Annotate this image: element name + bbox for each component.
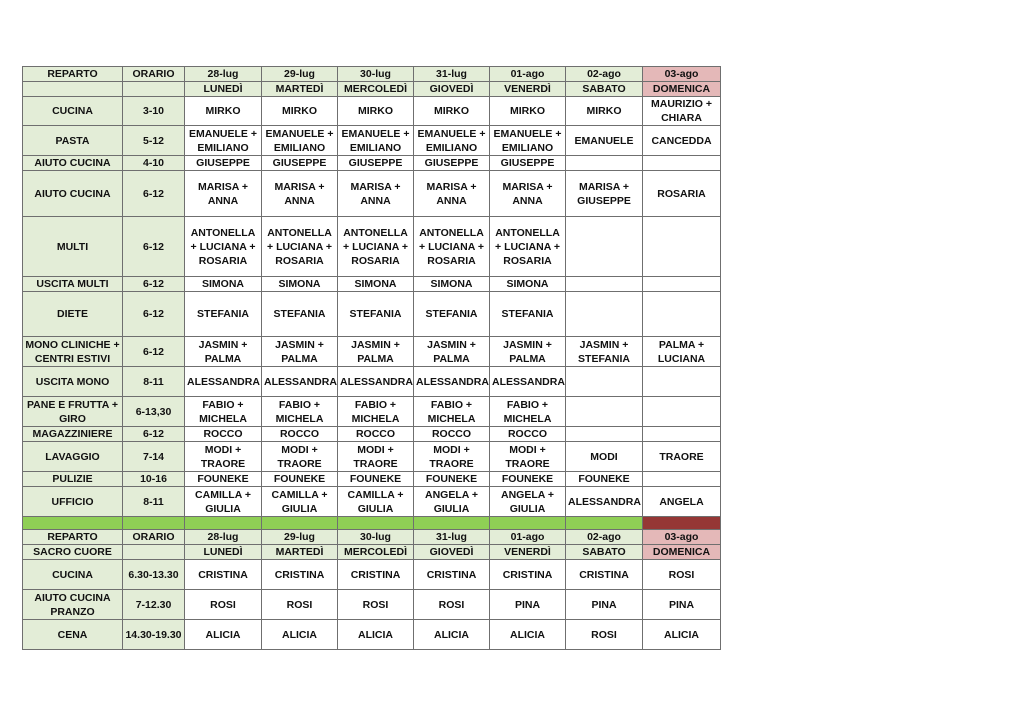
staff-cell: FOUNEKE [414, 472, 490, 487]
hours-cell: 7-14 [123, 442, 185, 472]
staff-cell: FOUNEKE [338, 472, 414, 487]
hours-cell: 6-12 [123, 277, 185, 292]
hours-cell: 7-12.30 [123, 590, 185, 620]
staff-cell: GIUSEPPE [414, 156, 490, 171]
table-row [23, 367, 721, 397]
header-cell: DOMENICA [643, 82, 721, 97]
staff-cell: CRISTINA [414, 560, 490, 590]
hours-cell: 6-12 [123, 337, 185, 367]
staff-cell: FOUNEKE [185, 472, 262, 487]
staff-cell: ROSI [414, 590, 490, 620]
staff-cell: PINA [643, 590, 721, 620]
header-cell: 01-ago [490, 67, 566, 82]
header-cell: 03-ago [643, 530, 721, 545]
hours-cell: 6-12 [123, 171, 185, 217]
staff-cell: ROCCO [414, 427, 490, 442]
hours-cell: 6-12 [123, 292, 185, 337]
separator-cell [185, 517, 262, 530]
header-cell: LUNEDÌ [185, 82, 262, 97]
staff-cell [566, 427, 643, 442]
staff-cell: MODI + TRAORE [338, 442, 414, 472]
hours-cell: 8-11 [123, 487, 185, 517]
staff-cell: MAURIZIO + CHIARA [643, 97, 721, 126]
separator-cell [490, 517, 566, 530]
staff-cell: ANGELA + GIULIA [490, 487, 566, 517]
header-row-dates [23, 67, 721, 82]
staff-cell [643, 367, 721, 397]
header-cell: MARTEDÌ [262, 82, 338, 97]
header-cell: DOMENICA [643, 545, 721, 560]
hours-cell: 4-10 [123, 156, 185, 171]
staff-cell: EMANUELE + EMILIANO [262, 126, 338, 156]
staff-cell: CRISTINA [338, 560, 414, 590]
department-cell: CUCINA [23, 97, 123, 126]
header-cell: 28-lug [185, 530, 262, 545]
staff-cell: EMANUELE [566, 126, 643, 156]
staff-cell [643, 292, 721, 337]
staff-cell: ROSI [262, 590, 338, 620]
staff-cell: GIUSEPPE [490, 156, 566, 171]
staff-cell: TRAORE [643, 442, 721, 472]
staff-cell: MARISA + GIUSEPPE [566, 171, 643, 217]
staff-cell: ANTONELLA + LUCIANA + ROSARIA [490, 217, 566, 277]
staff-cell: ANTONELLA + LUCIANA + ROSARIA [185, 217, 262, 277]
staff-cell: ANTONELLA + LUCIANA + ROSARIA [414, 217, 490, 277]
table-row [23, 620, 721, 650]
separator-cell [23, 517, 123, 530]
staff-cell: CRISTINA [490, 560, 566, 590]
header-cell: ORARIO [123, 67, 185, 82]
hours-cell: 6.30-13.30 [123, 560, 185, 590]
department-cell: MAGAZZINIERE [23, 427, 123, 442]
header-cell [123, 82, 185, 97]
staff-cell [643, 472, 721, 487]
staff-cell [643, 217, 721, 277]
staff-cell: ANGELA + GIULIA [414, 487, 490, 517]
table-row [23, 171, 721, 217]
staff-cell: MARISA + ANNA [262, 171, 338, 217]
header-cell: 30-lug [338, 530, 414, 545]
department-cell: LAVAGGIO [23, 442, 123, 472]
staff-cell: ANTONELLA + LUCIANA + ROSARIA [338, 217, 414, 277]
table-row [23, 590, 721, 620]
separator-cell [643, 517, 721, 530]
table-row [23, 397, 721, 427]
staff-cell [566, 217, 643, 277]
staff-cell: ROSI [643, 560, 721, 590]
table-row [23, 156, 721, 171]
staff-cell: ALESSANDRA [414, 367, 490, 397]
staff-cell: JASMIN + STEFANIA [566, 337, 643, 367]
header-cell: 02-ago [566, 67, 643, 82]
staff-cell: ALICIA [490, 620, 566, 650]
header-cell: 01-ago [490, 530, 566, 545]
header-cell: MERCOLEDÌ [338, 545, 414, 560]
separator-cell [262, 517, 338, 530]
header-cell: LUNEDÌ [185, 545, 262, 560]
header-row-days [23, 545, 721, 560]
staff-cell: ALESSANDRA [490, 367, 566, 397]
staff-cell: CAMILLA + GIULIA [185, 487, 262, 517]
staff-cell: MIRKO [566, 97, 643, 126]
hours-cell: 6-12 [123, 427, 185, 442]
table-row [23, 337, 721, 367]
staff-cell: ALESSANDRA [262, 367, 338, 397]
staff-cell: ROSI [566, 620, 643, 650]
separator-cell [338, 517, 414, 530]
header-cell: MERCOLEDÌ [338, 82, 414, 97]
staff-cell: CAMILLA + GIULIA [262, 487, 338, 517]
separator-cell [123, 517, 185, 530]
header-cell: 29-lug [262, 67, 338, 82]
header-cell: 03-ago [643, 67, 721, 82]
staff-cell: STEFANIA [262, 292, 338, 337]
table-row [23, 292, 721, 337]
separator-cell [414, 517, 490, 530]
department-cell: AIUTO CUCINA [23, 156, 123, 171]
staff-cell: STEFANIA [414, 292, 490, 337]
staff-cell: CAMILLA + GIULIA [338, 487, 414, 517]
hours-cell: 10-16 [123, 472, 185, 487]
staff-cell: ALICIA [643, 620, 721, 650]
staff-cell [566, 397, 643, 427]
staff-cell: ALICIA [185, 620, 262, 650]
staff-cell: ALESSANDRA [566, 487, 643, 517]
table-row [23, 472, 721, 487]
table-row [23, 442, 721, 472]
staff-cell [643, 277, 721, 292]
header-cell: GIOVEDÌ [414, 82, 490, 97]
staff-cell: ALESSANDRA [338, 367, 414, 397]
staff-cell: ROSI [338, 590, 414, 620]
staff-cell: JASMIN + PALMA [414, 337, 490, 367]
header-row-dates [23, 530, 721, 545]
staff-cell: CANCEDDA [643, 126, 721, 156]
staff-cell: ROCCO [338, 427, 414, 442]
staff-cell [566, 277, 643, 292]
staff-cell: SIMONA [490, 277, 566, 292]
staff-cell [566, 156, 643, 171]
staff-cell: MARISA + ANNA [490, 171, 566, 217]
staff-cell: FABIO + MICHELA [185, 397, 262, 427]
department-cell: PASTA [23, 126, 123, 156]
header-cell: 30-lug [338, 67, 414, 82]
staff-cell: EMANUELE + EMILIANO [338, 126, 414, 156]
staff-cell: ROCCO [490, 427, 566, 442]
staff-cell [643, 156, 721, 171]
staff-cell: ALICIA [262, 620, 338, 650]
staff-cell: MARISA + ANNA [414, 171, 490, 217]
header-cell: ORARIO [123, 530, 185, 545]
staff-cell: FABIO + MICHELA [338, 397, 414, 427]
hours-cell: 6-13,30 [123, 397, 185, 427]
staff-cell: STEFANIA [185, 292, 262, 337]
staff-cell [566, 367, 643, 397]
staff-cell: SIMONA [262, 277, 338, 292]
staff-cell: CRISTINA [566, 560, 643, 590]
staff-cell: ROCCO [185, 427, 262, 442]
staff-cell: JASMIN + PALMA [338, 337, 414, 367]
staff-cell: JASMIN + PALMA [262, 337, 338, 367]
staff-cell: JASMIN + PALMA [185, 337, 262, 367]
staff-cell: ANGELA [643, 487, 721, 517]
staff-cell: FABIO + MICHELA [414, 397, 490, 427]
header-cell: 28-lug [185, 67, 262, 82]
table-row [23, 560, 721, 590]
table-row [23, 277, 721, 292]
schedule-table [22, 66, 721, 650]
staff-cell: FOUNEKE [490, 472, 566, 487]
staff-cell [643, 427, 721, 442]
staff-cell: ALESSANDRA [185, 367, 262, 397]
staff-cell: MODI + TRAORE [414, 442, 490, 472]
staff-cell: MIRKO [490, 97, 566, 126]
staff-cell: CRISTINA [185, 560, 262, 590]
staff-cell: SIMONA [185, 277, 262, 292]
staff-cell: MARISA + ANNA [185, 171, 262, 217]
header-cell: VENERDÌ [490, 82, 566, 97]
department-cell: UFFICIO [23, 487, 123, 517]
staff-cell: MARISA + ANNA [338, 171, 414, 217]
department-cell: DIETE [23, 292, 123, 337]
staff-cell: EMANUELE + EMILIANO [185, 126, 262, 156]
staff-cell: FOUNEKE [262, 472, 338, 487]
header-row-days [23, 82, 721, 97]
staff-cell: ALICIA [414, 620, 490, 650]
header-cell: MARTEDÌ [262, 545, 338, 560]
staff-cell: FOUNEKE [566, 472, 643, 487]
staff-cell: MODI + TRAORE [490, 442, 566, 472]
staff-cell: MODI + TRAORE [185, 442, 262, 472]
hours-cell: 3-10 [123, 97, 185, 126]
staff-cell: ROSI [185, 590, 262, 620]
section-separator [23, 517, 721, 530]
header-cell: SABATO [566, 545, 643, 560]
department-cell: PULIZIE [23, 472, 123, 487]
header-cell: SABATO [566, 82, 643, 97]
staff-cell: MIRKO [338, 97, 414, 126]
staff-cell [643, 397, 721, 427]
staff-cell: PALMA + LUCIANA [643, 337, 721, 367]
header-cell: 31-lug [414, 530, 490, 545]
separator-cell [566, 517, 643, 530]
staff-cell: MIRKO [262, 97, 338, 126]
header-cell: REPARTO [23, 67, 123, 82]
header-cell: REPARTO [23, 530, 123, 545]
staff-cell: MIRKO [185, 97, 262, 126]
header-cell: GIOVEDÌ [414, 545, 490, 560]
header-cell: 31-lug [414, 67, 490, 82]
table-row [23, 487, 721, 517]
staff-cell: FABIO + MICHELA [490, 397, 566, 427]
table-row [23, 217, 721, 277]
table-row [23, 126, 721, 156]
staff-cell: ROSARIA [643, 171, 721, 217]
staff-cell: PINA [566, 590, 643, 620]
table-row [23, 427, 721, 442]
hours-cell: 6-12 [123, 217, 185, 277]
staff-cell: ROCCO [262, 427, 338, 442]
header-cell: VENERDÌ [490, 545, 566, 560]
staff-cell: GIUSEPPE [185, 156, 262, 171]
staff-cell: SIMONA [414, 277, 490, 292]
staff-cell: JASMIN + PALMA [490, 337, 566, 367]
staff-cell: STEFANIA [338, 292, 414, 337]
staff-cell: SIMONA [338, 277, 414, 292]
staff-cell: GIUSEPPE [262, 156, 338, 171]
hours-cell: 14.30-19.30 [123, 620, 185, 650]
department-cell: PANE E FRUTTA + GIRO [23, 397, 123, 427]
header-cell: 29-lug [262, 530, 338, 545]
staff-cell: MODI [566, 442, 643, 472]
staff-cell: STEFANIA [490, 292, 566, 337]
department-cell: MULTI [23, 217, 123, 277]
header-cell [23, 82, 123, 97]
department-cell: MONO CLINICHE + CENTRI ESTIVI [23, 337, 123, 367]
header-cell: 02-ago [566, 530, 643, 545]
staff-cell: PINA [490, 590, 566, 620]
department-cell: CENA [23, 620, 123, 650]
staff-cell: CRISTINA [262, 560, 338, 590]
header-cell [123, 545, 185, 560]
staff-cell: MODI + TRAORE [262, 442, 338, 472]
staff-cell: ANTONELLA + LUCIANA + ROSARIA [262, 217, 338, 277]
table-row [23, 97, 721, 126]
staff-cell [566, 292, 643, 337]
hours-cell: 5-12 [123, 126, 185, 156]
staff-cell: MIRKO [414, 97, 490, 126]
staff-cell: EMANUELE + EMILIANO [414, 126, 490, 156]
staff-cell: ALICIA [338, 620, 414, 650]
department-cell: AIUTO CUCINA [23, 171, 123, 217]
department-cell: USCITA MULTI [23, 277, 123, 292]
staff-cell: EMANUELE + EMILIANO [490, 126, 566, 156]
department-cell: USCITA MONO [23, 367, 123, 397]
staff-cell: GIUSEPPE [338, 156, 414, 171]
hours-cell: 8-11 [123, 367, 185, 397]
department-cell: CUCINA [23, 560, 123, 590]
department-cell: AIUTO CUCINA PRANZO [23, 590, 123, 620]
staff-cell: FABIO + MICHELA [262, 397, 338, 427]
header-cell: SACRO CUORE [23, 545, 123, 560]
